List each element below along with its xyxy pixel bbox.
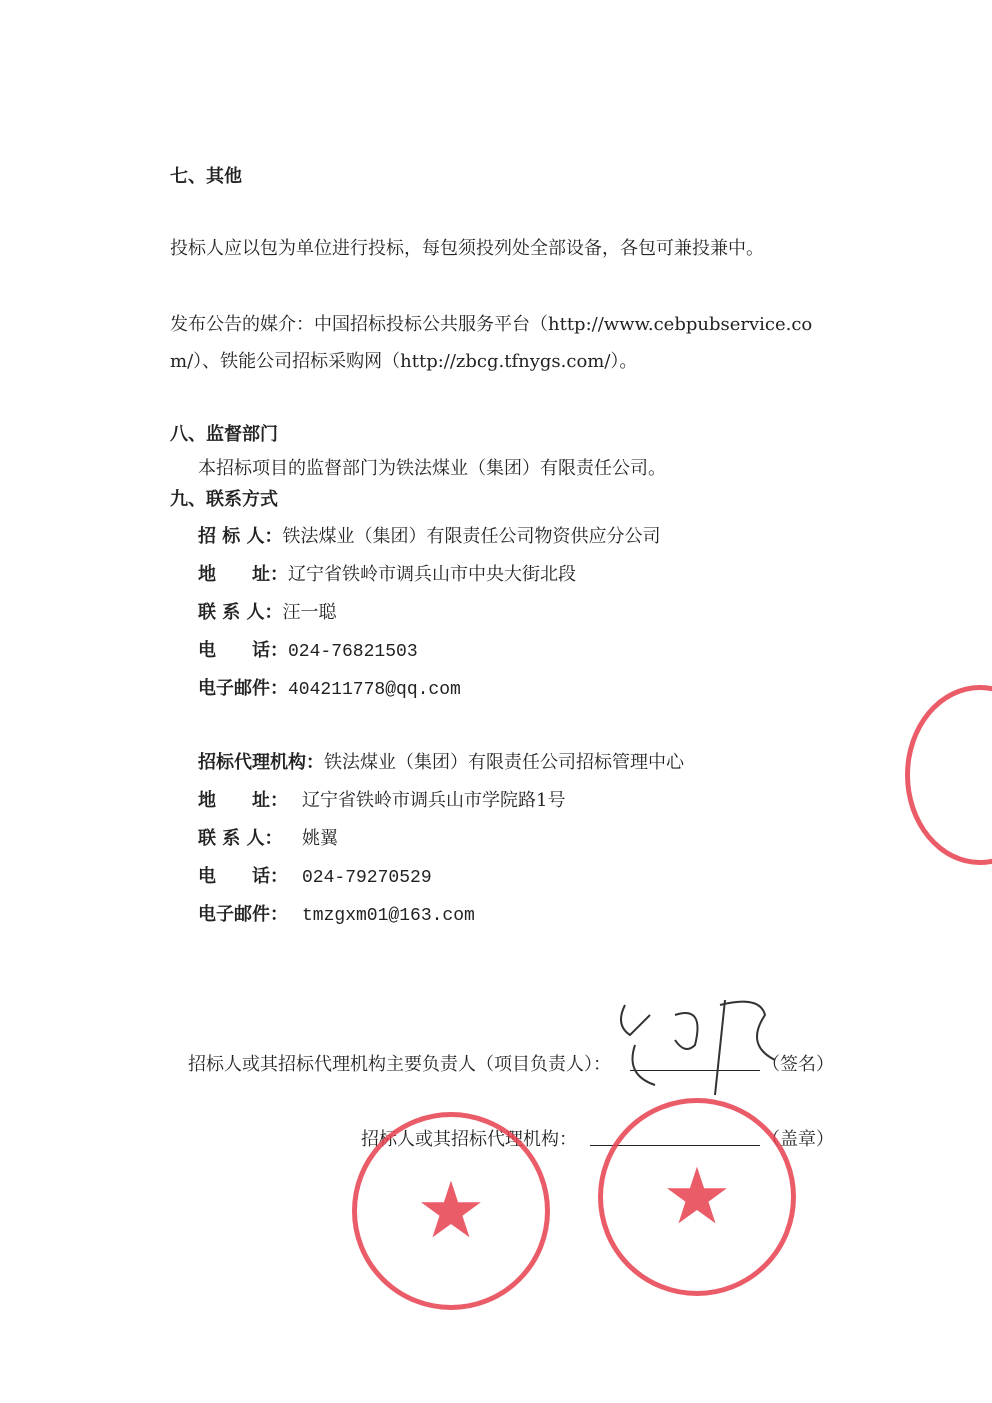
section-9-heading: 九、联系方式 [170, 489, 278, 510]
label: 联 系 人： [198, 602, 283, 623]
handwritten-signature [595, 985, 825, 1115]
signature-label: 招标人或其招标代理机构主要负责人（项目负责人）： [188, 1054, 611, 1075]
label: 招 标 人： [198, 526, 283, 547]
agency-phone [198, 862, 432, 888]
media-line-2: m/）、铁能公司招标采购网（http://zbcg.tfnygs.com/）。 [170, 351, 638, 372]
value: 铁法煤业（集团）有限责任公司物资供应分公司 [282, 526, 661, 547]
label: 地 址： [198, 564, 288, 585]
signature-suffix: （签名） [762, 1054, 834, 1075]
media-line-1: 发布公告的媒介：中国招标投标公共服务平台（http://www.cebpubservice.co [170, 314, 813, 335]
agency-contact [198, 824, 338, 850]
label: 电子邮件： [198, 904, 288, 925]
tenderer-name [198, 522, 661, 548]
section-8-text: 本招标项目的监督部门为铁法煤业（集团）有限责任公司。 [198, 458, 666, 479]
stamp-suffix: （盖章） [762, 1129, 834, 1150]
value: 铁法煤业（集团）有限责任公司招标管理中心 [324, 752, 684, 773]
value: 024-79270529 [302, 868, 432, 888]
section-8-heading: 八、监督部门 [170, 424, 278, 445]
value: 404211778@qq.com [288, 680, 461, 700]
tenderer-contact [198, 598, 337, 624]
label: 联 系 人： [198, 828, 283, 849]
value: 辽宁省铁岭市调兵山市学院路1号 [302, 790, 566, 811]
value: 024-76821503 [288, 642, 418, 662]
agency-name [198, 748, 684, 774]
section-7-heading: 七、其他 [170, 166, 242, 187]
label: 电 话： [198, 640, 288, 661]
tenderer-email [198, 674, 461, 700]
star-icon: ★ [662, 1152, 732, 1242]
label: 电子邮件： [198, 678, 288, 699]
official-seal-left [352, 1112, 550, 1310]
label: 地 址： [198, 790, 288, 811]
partial-seal-edge [905, 685, 992, 865]
value: 汪一聪 [282, 602, 337, 623]
value: tmzgxm01@163.com [302, 906, 475, 926]
section-7-paragraph: 投标人应以包为单位进行投标，每包须投列处全部设备，各包可兼投兼中。 [170, 238, 764, 259]
tenderer-address [198, 560, 576, 586]
label: 电 话： [198, 866, 288, 887]
stamp-label: 招标人或其招标代理机构： [361, 1129, 577, 1150]
value: 辽宁省铁岭市调兵山市中央大街北段 [288, 564, 576, 585]
value: 姚翼 [302, 828, 338, 849]
agency-address [198, 786, 565, 812]
tenderer-phone [198, 636, 418, 662]
agency-email [198, 900, 475, 926]
star-icon: ★ [416, 1166, 486, 1256]
label: 招标代理机构： [198, 752, 324, 773]
official-seal-right [598, 1098, 796, 1296]
